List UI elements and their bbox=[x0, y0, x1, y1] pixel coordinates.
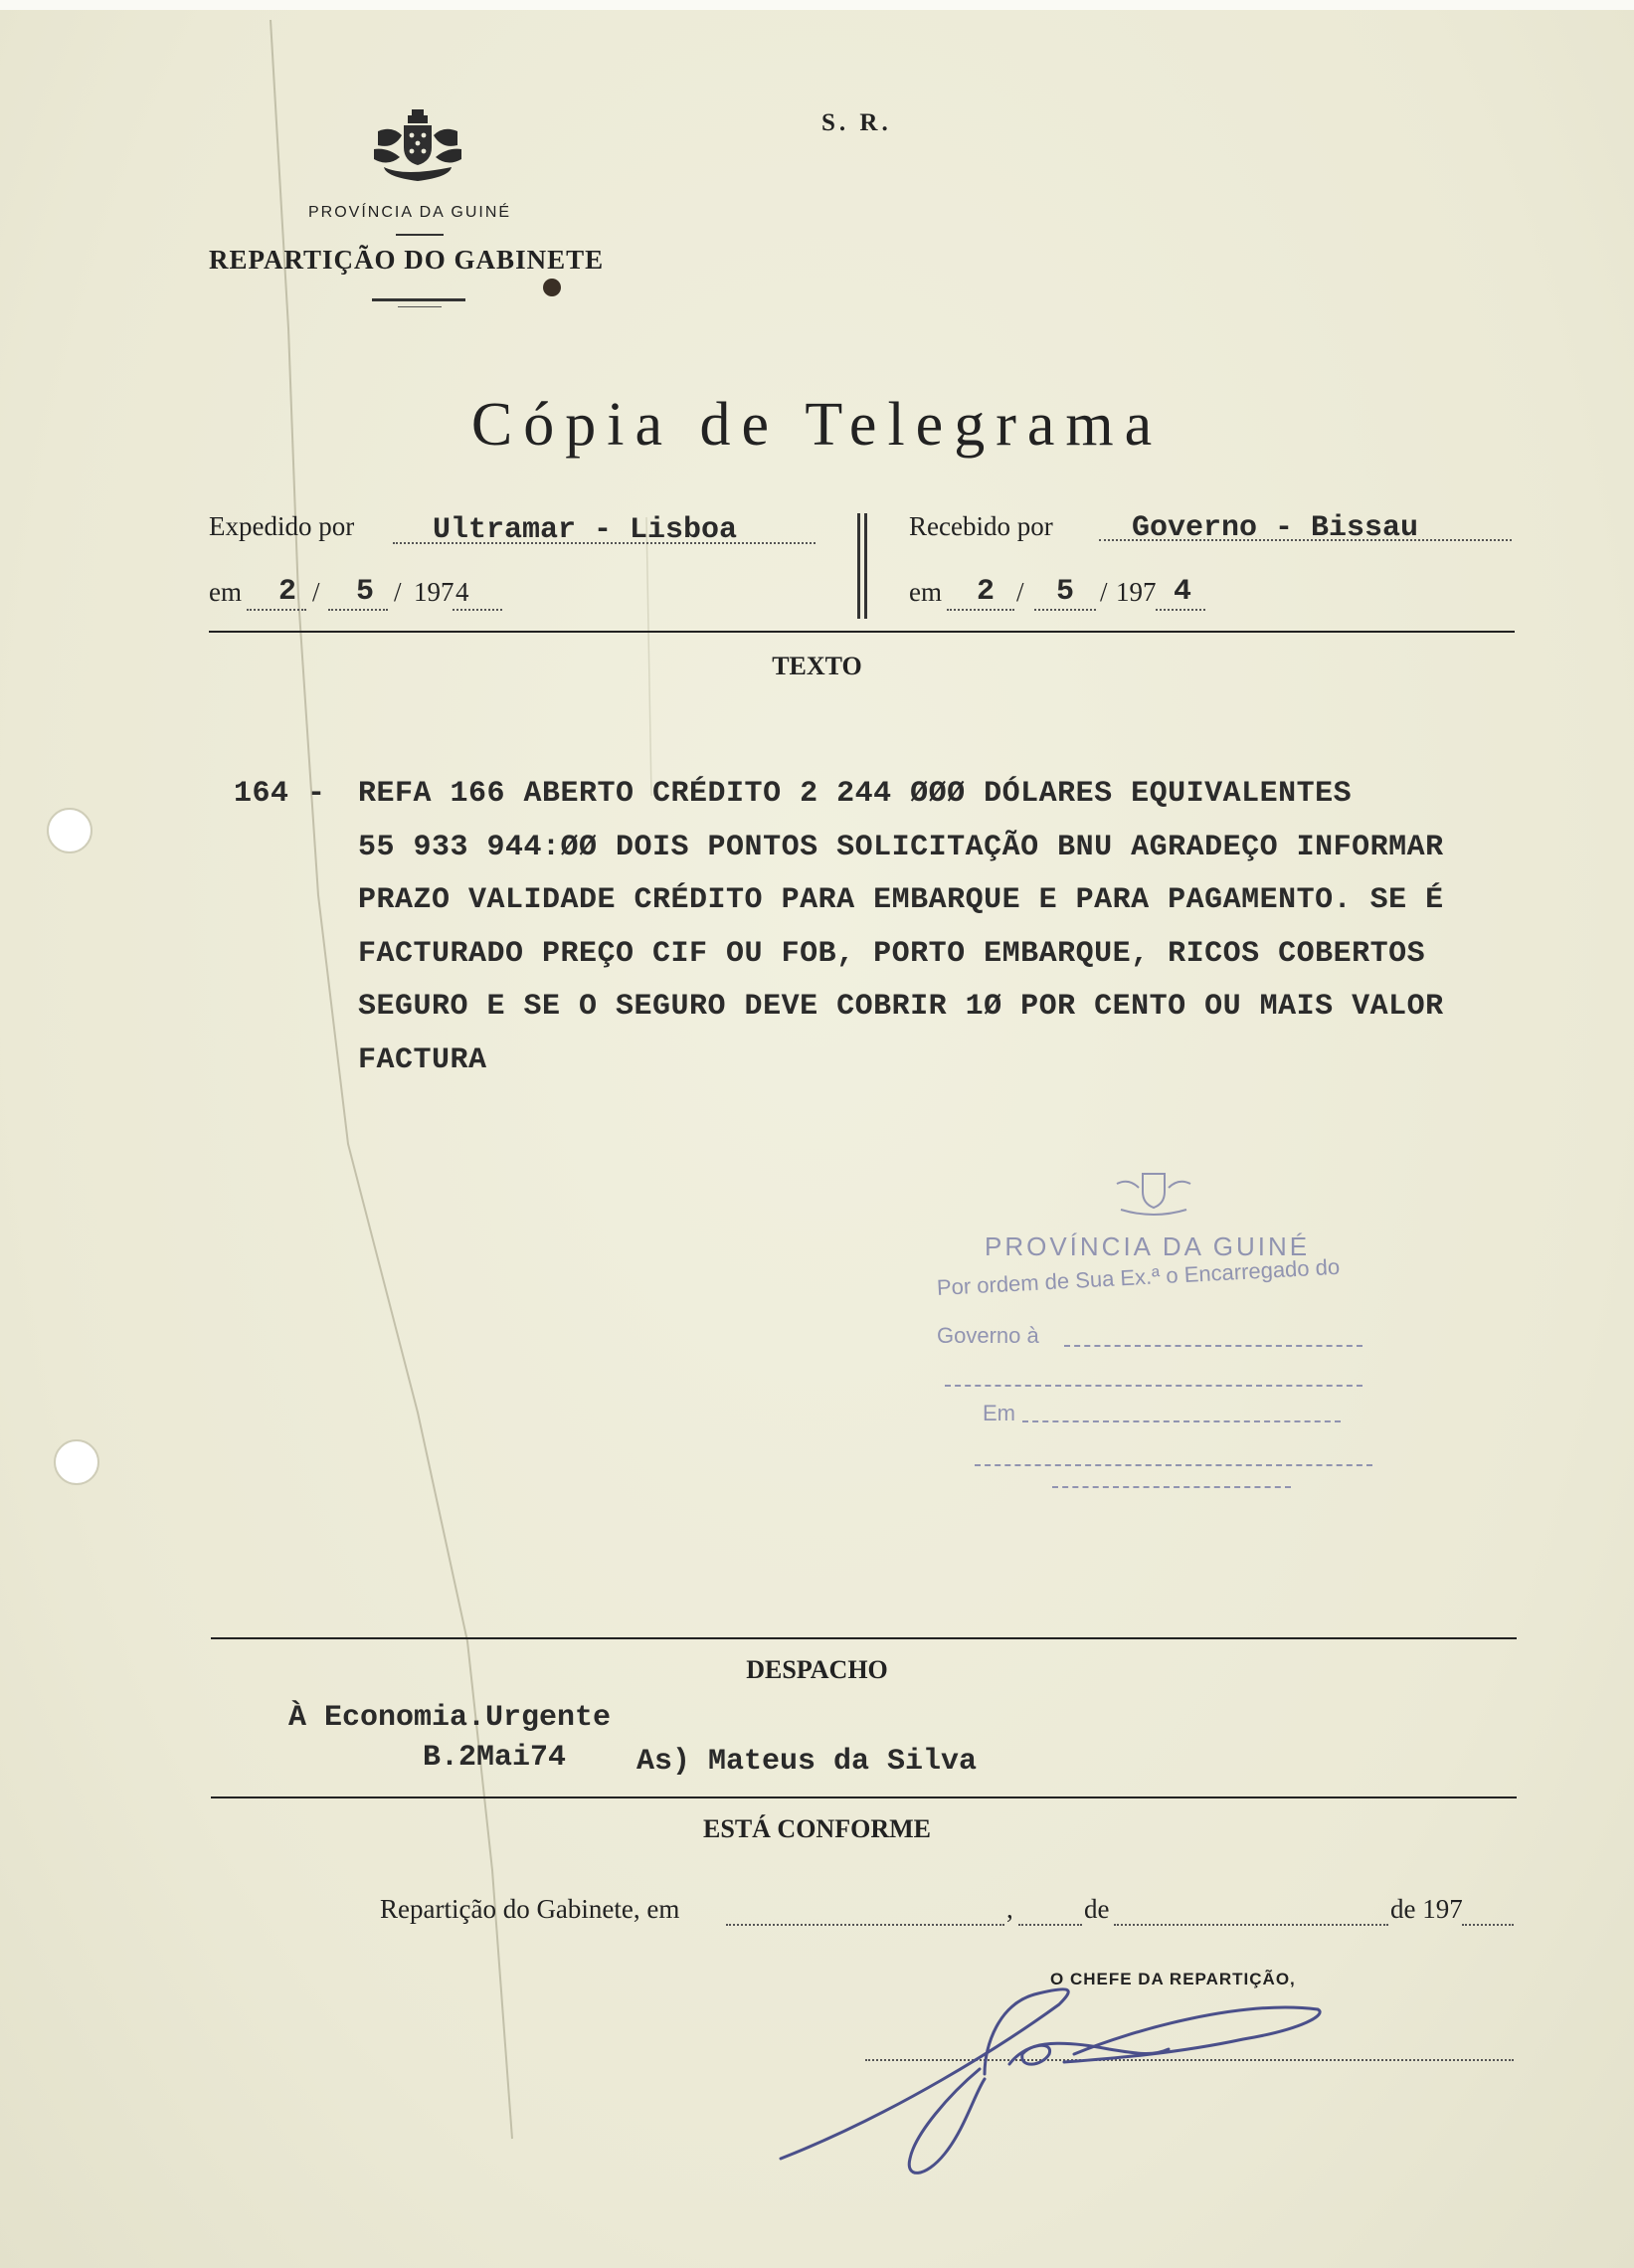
receiver-year-suffix: 4 bbox=[1174, 575, 1192, 609]
sender-day-line bbox=[247, 609, 306, 611]
telegram-line: FACTURA bbox=[358, 1042, 487, 1077]
telegram-line: FACTURADO PREÇO CIF OU FOB, PORTO EMBARQUE, RICOS COBERTOS bbox=[358, 936, 1426, 971]
telegram-line: 164 - REFA 166 ABERTO CRÉDITO 2 244 ØØØ DÓLARES EQUIVALENTES bbox=[234, 768, 1527, 822]
stamp-fill-line bbox=[975, 1464, 1372, 1466]
receiver-month: 5 bbox=[1056, 575, 1075, 609]
province-stamp bbox=[925, 1164, 1402, 1502]
department-underline-short bbox=[398, 306, 442, 307]
conformity-month-line bbox=[1018, 1924, 1082, 1926]
sender-year-suffix: 4 bbox=[455, 577, 469, 607]
despacho-rule-bottom bbox=[211, 1796, 1517, 1798]
stamp-fill-line bbox=[1052, 1486, 1291, 1488]
sender-day: 2 bbox=[278, 575, 297, 609]
conformity-de: de bbox=[1084, 1894, 1110, 1924]
conformity-heading: ESTÁ CONFORME bbox=[703, 1814, 931, 1843]
stamp-line-government: Governo à bbox=[937, 1323, 1039, 1348]
sender-year-prefix: 197 bbox=[414, 577, 454, 607]
punch-hole-top bbox=[45, 806, 94, 855]
receiver-year-line bbox=[1156, 609, 1205, 611]
receiver-value: Governo - Bissau bbox=[1132, 511, 1419, 545]
document-title: Cópia de Telegrama bbox=[470, 391, 1164, 459]
stamp-fill-line bbox=[1064, 1345, 1362, 1347]
chief-title: O CHEFE DA REPARTIÇÃO, bbox=[1050, 1970, 1296, 1988]
sender-month: 5 bbox=[356, 575, 375, 609]
conformity-year: de 197 bbox=[1390, 1894, 1463, 1924]
sender-month-line bbox=[328, 609, 388, 611]
receiver-year-prefix: 197 bbox=[1116, 577, 1157, 607]
stamp-emblem-icon bbox=[1109, 1164, 1198, 1224]
province-name: PROVÍNCIA DA GUINÉ bbox=[308, 204, 512, 221]
stamp-line-order: Por ordem de Sua Ex.ª o Encarregado do bbox=[936, 1253, 1341, 1300]
receiver-day-line bbox=[947, 609, 1014, 611]
column-divider-left bbox=[857, 513, 860, 619]
sender-date-slash2: / bbox=[394, 577, 402, 607]
classification-mark: S. R. bbox=[821, 109, 892, 136]
telegram-number: 164 - bbox=[234, 777, 326, 811]
coat-of-arms-emblem bbox=[370, 109, 465, 189]
conformity-year-line bbox=[1114, 1924, 1388, 1926]
sender-date-label: em bbox=[209, 577, 242, 607]
receiver-label: Recebido por bbox=[909, 511, 1053, 541]
conformity-day-line bbox=[726, 1924, 1004, 1926]
despacho-signature-typed: As) Mateus da Silva bbox=[636, 1745, 978, 1779]
sender-date-slash: / bbox=[312, 577, 320, 607]
conformity-place: Repartição do Gabinete, em bbox=[380, 1894, 680, 1924]
province-underline bbox=[396, 234, 444, 236]
text-heading: TEXTO bbox=[772, 652, 862, 680]
receiver-date-slash: / bbox=[1016, 577, 1024, 607]
despacho-date: B.2Mai74 bbox=[423, 1741, 567, 1775]
punch-hole-bottom bbox=[52, 1437, 101, 1487]
sender-year-line bbox=[453, 609, 502, 611]
ink-dot bbox=[543, 279, 561, 296]
despacho-rule-top bbox=[211, 1637, 1517, 1639]
stamp-fill-line bbox=[1022, 1420, 1341, 1422]
conformity-year-suffix-line bbox=[1462, 1924, 1514, 1926]
despacho-instruction: À Economia.Urgente bbox=[288, 1701, 612, 1735]
sender-value: Ultramar - Lisboa bbox=[433, 513, 738, 547]
department-name: REPARTIÇÃO DO GABINETE bbox=[209, 245, 605, 275]
header-rule bbox=[209, 631, 1515, 633]
stamp-fill-line bbox=[945, 1385, 1362, 1387]
telegram-line: PRAZO VALIDADE CRÉDITO PARA EMBARQUE E PARA PAGAMENTO. SE É bbox=[358, 883, 1444, 917]
receiver-month-line bbox=[1034, 609, 1096, 611]
handwritten-signature bbox=[776, 1984, 1333, 2183]
despacho-heading: DESPACHO bbox=[746, 1655, 888, 1684]
stamp-line-em: Em bbox=[983, 1401, 1015, 1425]
telegram-line: SEGURO E SE O SEGURO DEVE COBRIR 1Ø POR CENTO OU MAIS VALOR bbox=[358, 990, 1444, 1024]
receiver-date-slash2: / bbox=[1100, 577, 1108, 607]
sender-label: Expedido por bbox=[209, 511, 355, 541]
department-underline bbox=[372, 298, 465, 301]
receiver-day: 2 bbox=[977, 575, 996, 609]
telegram-line: 55 933 944:ØØ DOIS PONTOS SOLICITAÇÃO BNU AGRADEÇO INFORMAR bbox=[358, 830, 1444, 864]
column-divider-right bbox=[864, 513, 867, 619]
telegram-body bbox=[234, 768, 1527, 1087]
receiver-date-label: em bbox=[909, 577, 942, 607]
conformity-comma: , bbox=[1006, 1894, 1013, 1924]
stamp-title: PROVÍNCIA DA GUINÉ bbox=[985, 1231, 1311, 1261]
